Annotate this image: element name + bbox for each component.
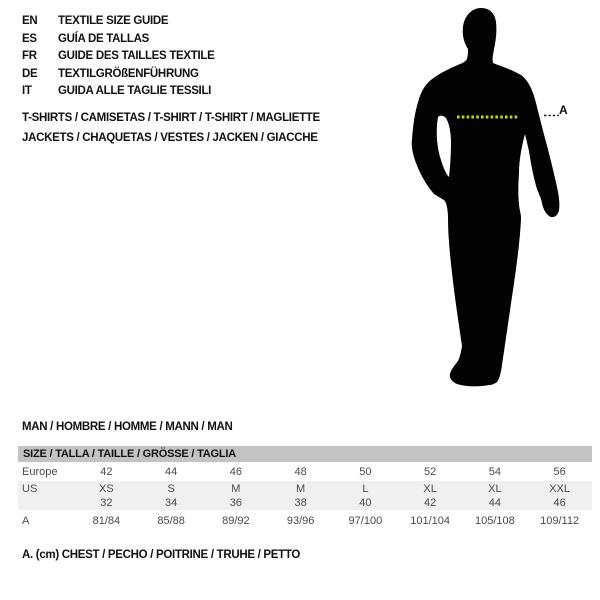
table-cell: 85/88 — [157, 514, 185, 527]
table-cell: 56 — [553, 465, 566, 478]
table-cell: S — [167, 482, 175, 495]
language-code: FR — [22, 50, 37, 62]
section-title-man: MAN / HOMBRE / HOMME / MANN / MAN — [22, 421, 233, 433]
table-cell: 46 — [229, 465, 242, 478]
language-code: IT — [22, 85, 32, 97]
table-row-label: Europe — [22, 465, 58, 478]
table-row — [18, 496, 592, 510]
language-title-list — [22, 13, 215, 101]
table-cell: 105/108 — [474, 514, 515, 527]
language-label: GUIDE DES TAILLES TEXTILE — [58, 50, 215, 62]
language-code: DE — [22, 67, 38, 80]
table-cell: 97/100 — [348, 514, 383, 527]
language-label: GUIDA ALLE TAGLIE TESSILI — [58, 85, 212, 97]
table-row — [18, 510, 592, 531]
language-row — [22, 83, 215, 101]
table-cell: 52 — [424, 465, 437, 478]
table-cell: 101/104 — [410, 514, 450, 527]
language-row — [22, 48, 215, 66]
table-cell: 44 — [488, 497, 501, 509]
language-label: GUÍA DE TALLAS — [58, 32, 149, 45]
table-cell: 93/96 — [286, 514, 315, 527]
table-cell: 54 — [488, 465, 501, 478]
table-cell: 50 — [359, 465, 372, 478]
man-silhouette — [412, 8, 560, 386]
table-cell: L — [362, 482, 369, 495]
table-cell: 48 — [294, 465, 307, 478]
language-label: TEXTILE SIZE GUIDE — [58, 15, 169, 27]
table-cell: 38 — [294, 497, 307, 509]
table-cell: 34 — [165, 497, 178, 509]
language-row — [22, 13, 215, 31]
table-cell: 109/112 — [540, 514, 580, 527]
table-cell: M — [296, 482, 306, 495]
size-table — [18, 446, 592, 531]
table-cell: XS — [99, 482, 114, 495]
garment-category-lines — [22, 109, 320, 148]
table-cell: 46 — [553, 497, 566, 509]
table-row-label: A — [22, 514, 30, 527]
table-cell: XL — [488, 482, 502, 495]
table-cell: M — [231, 482, 241, 495]
table-cell: 42 — [424, 497, 437, 509]
language-row — [22, 66, 215, 84]
table-row-label: US — [22, 482, 38, 495]
table-cell: 44 — [165, 465, 178, 478]
man-silhouette-figure — [405, 5, 565, 395]
table-cell: 89/92 — [222, 514, 250, 527]
size-table-header: SIZE / TALLA / TAILLE / GRÖSSE / TAGLIA — [18, 446, 592, 462]
table-cell: 42 — [100, 465, 113, 478]
table-cell: 32 — [100, 497, 113, 509]
table-cell: XXL — [549, 482, 571, 495]
chest-footnote: A. (cm) CHEST / PECHO / POITRINE / TRUHE / PETTO — [22, 549, 301, 561]
table-cell: 36 — [229, 497, 242, 509]
category-line: T-SHIRTS / CAMISETAS / T-SHIRT / T-SHIRT / MAGLIETTE — [22, 112, 320, 124]
language-code: EN — [22, 15, 38, 27]
category-line: JACKETS / CHAQUETAS / VESTES / JACKEN / GIACCHE — [22, 131, 318, 144]
language-code: ES — [22, 32, 37, 45]
table-cell: XL — [423, 482, 437, 495]
table-row — [18, 481, 592, 496]
table-cell: 81/84 — [92, 514, 121, 527]
measurement-a-label: A — [559, 103, 568, 117]
language-row — [22, 31, 215, 49]
table-cell: 40 — [359, 497, 372, 509]
table-row — [18, 462, 592, 481]
language-label: TEXTILGRÖßENFÜHRUNG — [58, 67, 199, 80]
